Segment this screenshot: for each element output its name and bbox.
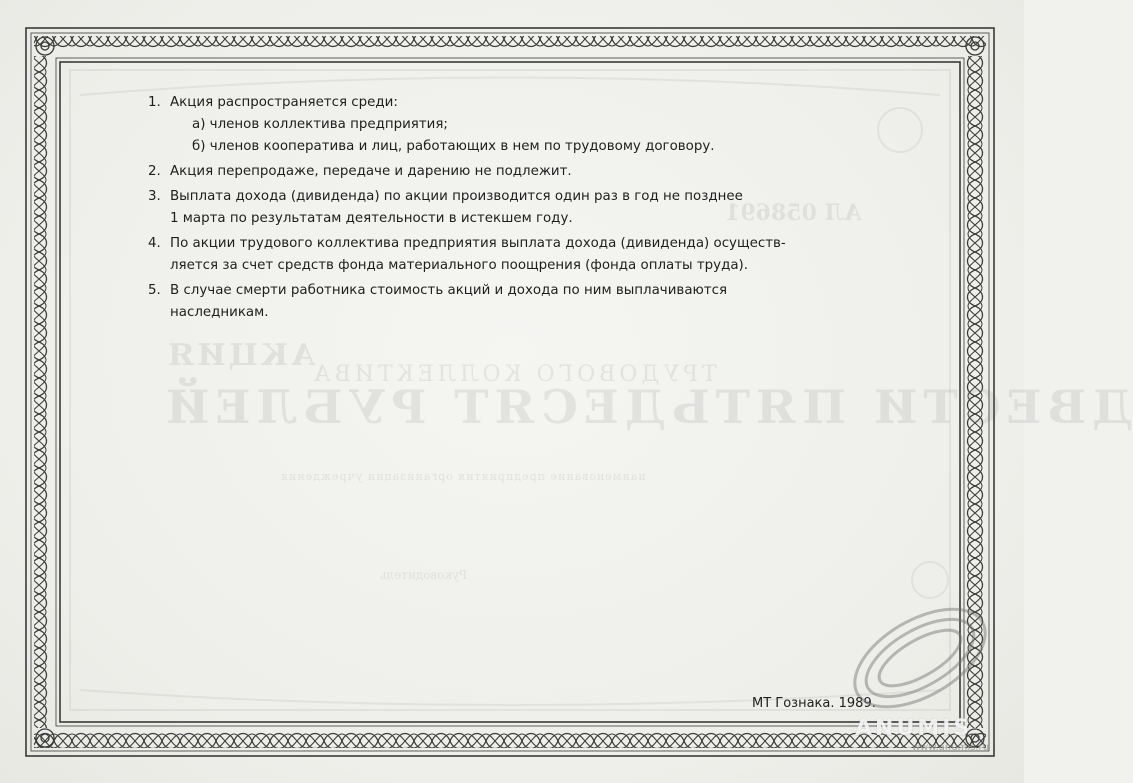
term-number: 2. <box>148 164 161 179</box>
show-through-signature: Руководитель <box>380 568 468 582</box>
term-line: Акция распространяется среди: <box>170 95 398 110</box>
term-subitem: а) членов коллектива предприятия; <box>192 117 448 132</box>
term-line: В случае смерти работника стоимость акций и дохода по ним выплачиваются <box>170 283 728 298</box>
term-item <box>148 186 878 230</box>
show-through-subheading: ТРУДОВОГО КОЛЛЕКТИВА <box>310 362 717 387</box>
term-line: Выплата дохода (дивиденда) по акции производится один раз в год не позднее <box>170 189 743 204</box>
term-item <box>148 280 878 324</box>
term-line: 1 марта по результатам деятельности в истекшем году. <box>170 211 573 226</box>
show-through-denomination: ДВЕСТИ ПЯТЬДЕСЯТ РУБЛЕЙ <box>160 380 1133 434</box>
show-through-serial: АЛ 058691 <box>725 200 862 226</box>
term-line: По акции трудового коллектива предприятия выплата дохода (дивиденда) осуществ- <box>170 236 786 251</box>
term-subitem: б) членов кооператива и лиц, работающих в нем по трудовому договору. <box>192 139 715 154</box>
term-number: 3. <box>148 189 161 204</box>
show-through-heading: АКЦИЯ <box>165 338 316 373</box>
terms-text <box>148 92 878 327</box>
term-number: 5. <box>148 283 161 298</box>
term-line: ляется за счет средств фонда материального поощрения (фонда оплаты труда). <box>170 258 749 273</box>
term-line: Акция перепродаже, передаче и дарению не подлежит. <box>170 164 572 179</box>
printer-imprint: МТ Гознака. 1989. <box>752 696 876 711</box>
term-number: 1. <box>148 95 161 110</box>
anumis-logo-watermark <box>840 598 1000 728</box>
term-item <box>148 161 878 183</box>
term-line: наследникам. <box>170 305 269 320</box>
watermark-url: www.anumis.ru <box>912 742 989 753</box>
watermark-brand: ANUMIS <box>855 716 973 741</box>
term-number: 4. <box>148 236 161 251</box>
term-item <box>148 233 878 277</box>
term-item <box>148 92 878 158</box>
show-through-caption: наименование предприятия организации учреждения <box>280 470 646 483</box>
